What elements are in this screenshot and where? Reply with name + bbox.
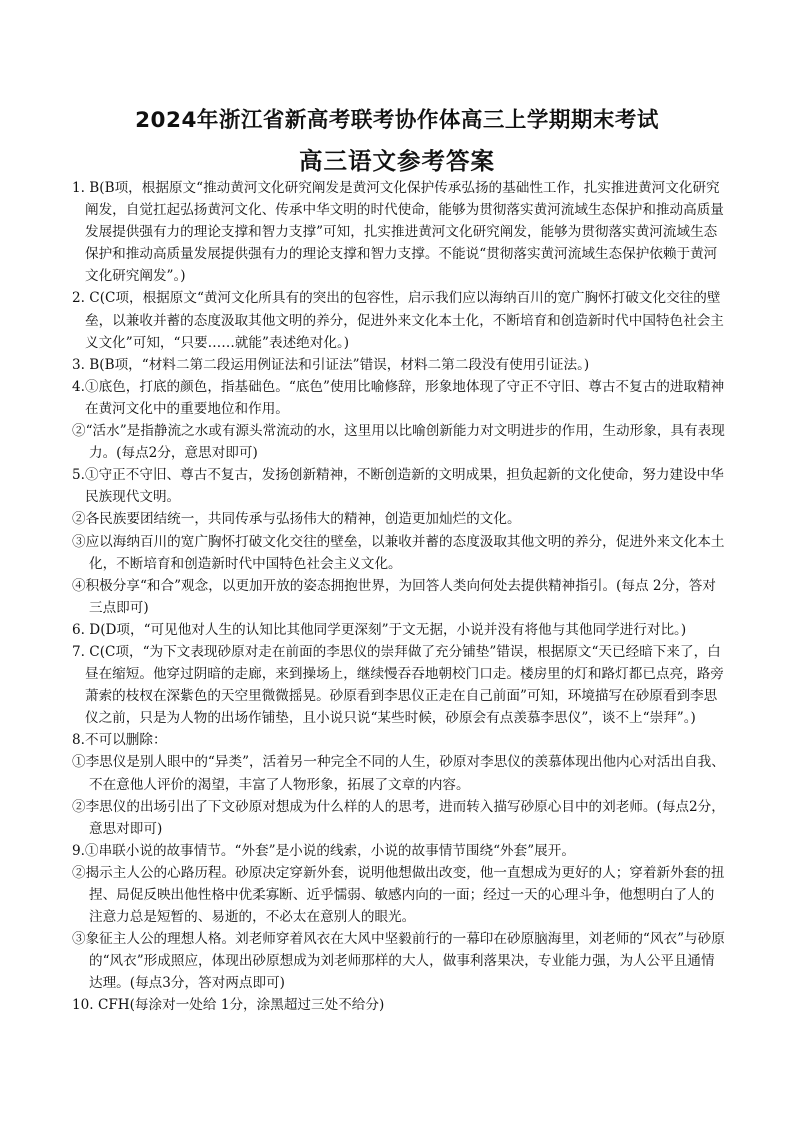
answer-item-8: 8.不可以删除：: [72, 732, 167, 749]
answer-list: [72, 177, 727, 1017]
answer-item-5-point-4: ④积极分享“和合”观念，以更加开放的姿态拥抱世界，为回答人类向何处去提供精神指引。(每点 2分，答对三点即可): [72, 577, 716, 616]
answer-item-5-point-2: ②各民族要团结统一，共同传承与弘扬伟大的精神，创造更加灿烂的文化。: [72, 511, 521, 528]
answer-item-8-point-2: ②李思仪的出场引出了下文砂原对想成为什么样的人的思考，进而转入描写砂原心目中的刘老师。(每点2分，意思对即可): [72, 798, 725, 837]
answer-item-8-point-1: ①李思仪是别人眼中的“异类”，活着另一种完全不同的人生，砂原对李思仪的羡慕体现出他内心对活出自我、不在意他人评价的渴望，丰富了人物形象，拓展了文章的内容。: [72, 754, 725, 793]
answer-item-5-point-1: 5.①守正不守旧、尊古不复古，发扬创新精神，不断创造新的文明成果，担负起新的文化使命，努力建设中华民族现代文明。: [72, 467, 724, 506]
answer-item-3: 3. B(B项，“材料二第二段运用例证法和引证法”错误，材料二第二段没有使用引证法。): [72, 356, 590, 373]
answer-item-9-point-1: 9.①串联小说的故事情节。“外套”是小说的线索，小说的故事情节围绕“外套”展开。: [72, 842, 575, 859]
answer-item-7: 7. C(C项，“为下文表现砂原对走在前面的李思仪的崇拜做了充分铺垫”错误，根据原文“天已经暗下来了，白昼在缩短。他穿过阴暗的走廊，来到操场上，继续慢吞吞地朝校门口走。楼房里的灯和路灯都已点亮，路旁萧索的枝杈在深紫色的天空里微微摇晃。砂原看到李思仪正走在自己前面”可知，环境描写在砂原看到李思仪之前，只是为人物的出场作铺垫，且小说只说“某些时候，砂原会有点羡慕李思仪”，谈不上“崇拜”。): [72, 643, 724, 727]
answer-item-2: 2. C(C项，根据原文“黄河文化所具有的突出的包容性，启示我们应以海纳百川的宽广胸怀打破文化交往的壁垒，以兼收并蓄的态度汲取其他文明的养分，促进外来文化本土化，不断培育和创造新时代中国特色社会主义文化”可知，“只要……就能”表述绝对化。): [72, 290, 724, 351]
answer-item-9-point-3: ③象征主人公的理想人格。刘老师穿着风衣在大风中坚毅前行的一幕印在砂原脑海里，刘老师的“风衣”与砂原的“风衣”形成照应，体现出砂原想成为刘老师那样的大人，做事利落果决，专业能力强，为人公平且通情达理。(每点3分，答对两点即可): [72, 931, 725, 992]
answer-item-1: 1. B(B项，根据原文“推动黄河文化研究阐发是黄河文化保护传承弘扬的基础性工作，扎实推进黄河文化研究阐发，自觉扛起弘扬黄河文化、传承中华文明的时代使命，能够为贯彻落实黄河流域生态保护和推动高质量发展提供强有力的理论支撑和智力支撑”可知，扎实推进黄河文化研究阐发，能够为贯彻落实黄河流域生态保护和推动高质量发展提供强有力的理论支撑和智力支撑。不能说“贯彻落实黄河流域生态保护依赖于黄河文化研究阐发”。): [72, 180, 724, 285]
answer-item-5-point-3: ③应以海纳百川的宽广胸怀打破文化交往的壁垒，以兼收并蓄的态度汲取其他文明的养分，促进外来文化本土化，不断培育和创造新时代中国特色社会主义文化。: [72, 533, 725, 572]
answer-item-10: 10. CFH(每涂对一处给 1分，涂黑超过三处不给分): [72, 997, 385, 1014]
answer-item-4-point-1: 4.①底色，打底的颜色，指基础色。“底色”使用比喻修辞，形象地体现了守正不守旧、尊古不复古的进取精神在黄河文化中的重要地位和作用。: [72, 378, 725, 417]
answer-item-6: 6. D(D项，“可见他对人生的认知比其他同学更深刻”于文无据，小说并没有将他与其他同学进行对比。): [72, 621, 687, 638]
answer-item-4-point-2: ②“活水”是指静流之水或有源头常流动的水，这里用以比喻创新能力对文明进步的作用，生动形象，具有表现力。(每点2分，意思对即可): [72, 423, 725, 462]
answer-key-title: 高三语文参考答案: [299, 147, 495, 175]
answer-item-9-point-2: ②揭示主人公的心路历程。砂原决定穿新外套，说明他想做出改变，他一直想成为更好的人；穿着新外套的扭捏、局促反映出他性格中优柔寡断、近乎懦弱、敏感内向的一面；经过一天的心理斗争，他想明白了人的注意力总是短暂的、易逝的，不必太在意别人的眼光。: [72, 864, 725, 926]
exam-title: 2024年浙江省新高考联考协作体高三上学期期末考试: [135, 108, 659, 133]
